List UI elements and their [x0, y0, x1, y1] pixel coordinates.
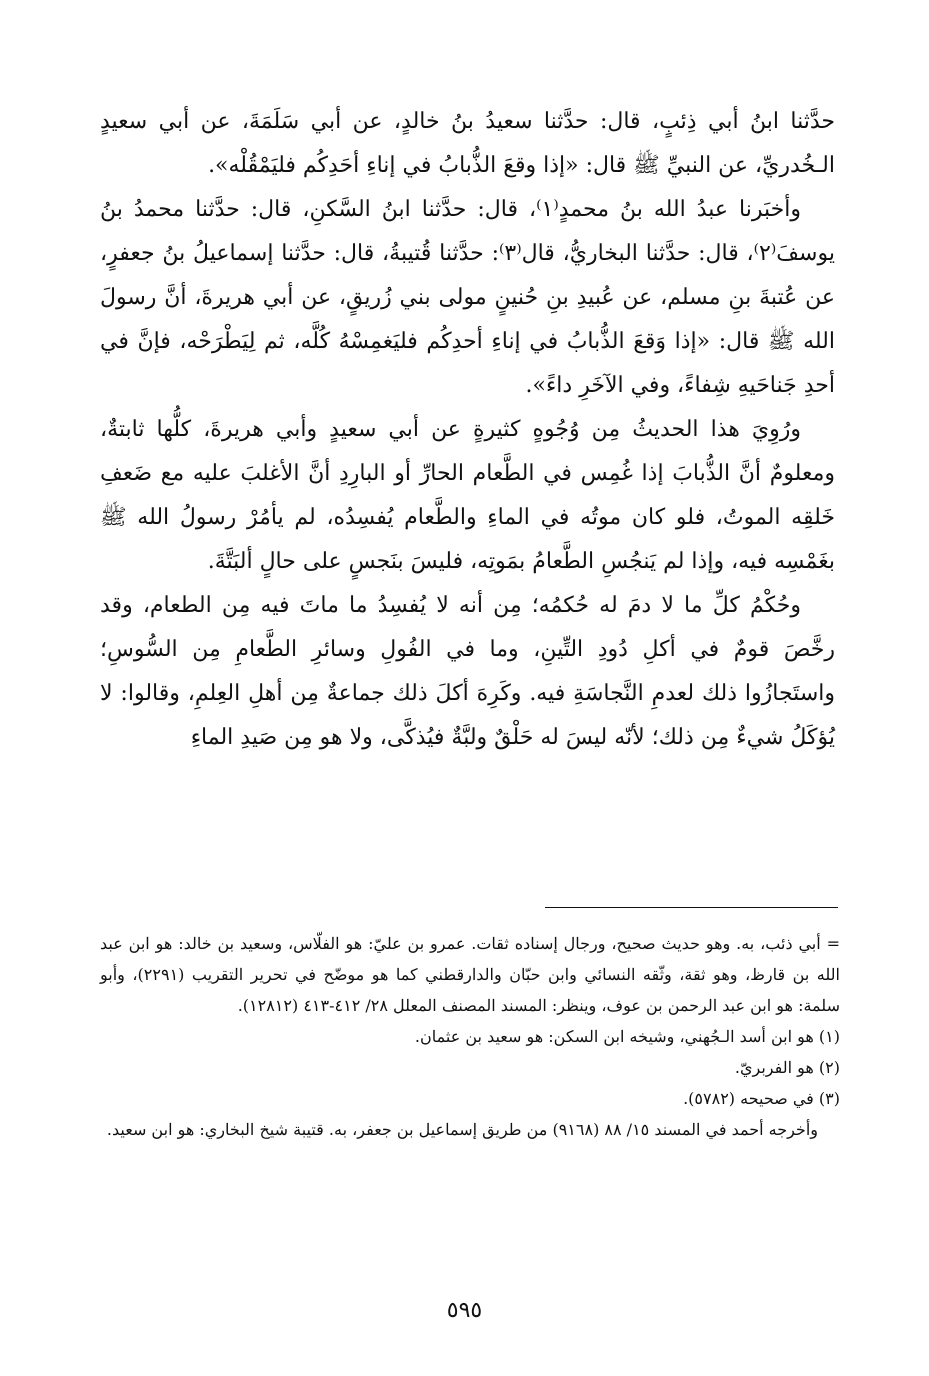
paragraph-4: وحُكْمُ كلِّ ما لا دمَ له حُكمُه؛ مِن أنه لا يُفسِدُ ما ماتَ فيه مِن الطعام، وقد رخَّصَ قومٌ في أكلِ دُودِ التِّينِ، وما في الفُولِ وسائرِ الطَّعامِ مِن السُّوسِ؛ واستَجازُوا ذلك لعدمِ النَّجاسَةِ فيه. وكَرِهَ أكلَ ذلك جماعةٌ مِن أهلِ العِلمِ، وقالوا: لا يُؤكَلُ شيءٌ مِن ذلك؛ لأنّه ليسَ له حَلْقٌ ولبَّةٌ فيُذكَّى، ولا هو مِن صَيدِ الماءِ — [100, 593, 835, 750]
footnote-3-continued: وأخرجه أحمد في المسند ١٥/ ٨٨ (٩١٦٨) من طريق إسماعيل بن جعفر، به. قتيبة شيخ البخاري: هو ابن سعيد. — [106, 1120, 818, 1139]
footnote-separator — [545, 907, 838, 908]
paragraph-3: ورُوِيَ هذا الحديثُ مِن وُجُوهٍ كثيرةٍ عن أبي سعيدٍ وأبي هريرةَ، كلُّها ثابتةٌ، ومعلومٌ أنَّ الذُّبابَ إذا غُمِس في الطَّعام الحارِّ أو البارِدِ أنَّ الأغلبَ عليه مع ضَعفِ خَلقِه الموتُ، فلو كان موتُه في الماءِ والطَّعام يُفسِدُه، لم يأمُرْ رسولُ الله ﷺ بغَمْسِه فيه، وإذا لم يَنجُسِ الطَّعامُ بمَوتِه، فليسَ بنَجسٍ على حالٍ ألبَتَّةَ. — [100, 417, 835, 574]
main-text — [100, 100, 835, 760]
footnote-3: (٣) في صحيحه (٥٧٨٢). — [683, 1089, 840, 1108]
footnote-continuation: = أبي ذئب، به. وهو حديث صحيح، ورجال إسناده ثقات. عمرو بن عليّ: هو الفلّاس، وسعيد بن خالد: هو ابن عبد الله بن قارظ، وهو ثقة، وثّقه النسائي وابن حبّان والدارقطني كما هو موضّح في تحرير التقريب (٢٢٩١)، وأبو سلمة: هو ابن عبد الرحمن بن عوف، وينظر: المسند المصنف المعلل ٢٨/ ٤١٢-٤١٣ (١٢٨١٢). — [100, 934, 840, 1015]
page-number: ٥٩٥ — [446, 1298, 483, 1323]
footnote-1: (١) هو ابن أسد الـجُهني، وشيخه ابن السكن: هو سعيد بن عثمان. — [414, 1027, 840, 1046]
paragraph-1: حدَّثنا ابنُ أبي ذِئبٍ، قال: حدَّثنا سعيدُ بنُ خالدٍ، عن أبي سَلَمَةَ، عن أبي سعيدٍ الـخُدريِّ، عن النبيِّ ﷺ قال: «إذا وقعَ الذُّبابُ في إناءِ أحَدِكُم فليَمْقُلْه». — [100, 109, 835, 178]
paragraph-2: وأخبَرنا عبدُ الله بنُ محمدٍ⁽١⁾، قال: حدَّثنا ابنُ السَّكنِ، قال: حدَّثنا محمدُ بنُ يوسفَ⁽٢⁾، قال: حدَّثنا البخاريُّ، قال⁽٣⁾: حدَّثنا قُتيبةُ، قال: حدَّثنا إسماعيلُ بنُ جعفرٍ، عن عُتبةَ بنِ مسلم، عن عُبيدِ بنِ حُنينٍ مولى بني زُريقٍ، عن أبي هريرةَ، أنَّ رسولَ الله ﷺ قال: «إذا وَقعَ الذُّبابُ في إناءِ أحدِكُم فليَغمِسْهُ كُلَّه، ثم لِيَطْرَحْه، فإنَّ في أحدِ جَناحَيهِ شِفاءً، وفي الآخَرِ داءً». — [100, 197, 836, 398]
footnote-2: (٢) هو الفربريّ. — [734, 1058, 840, 1077]
footnotes — [100, 928, 840, 1145]
